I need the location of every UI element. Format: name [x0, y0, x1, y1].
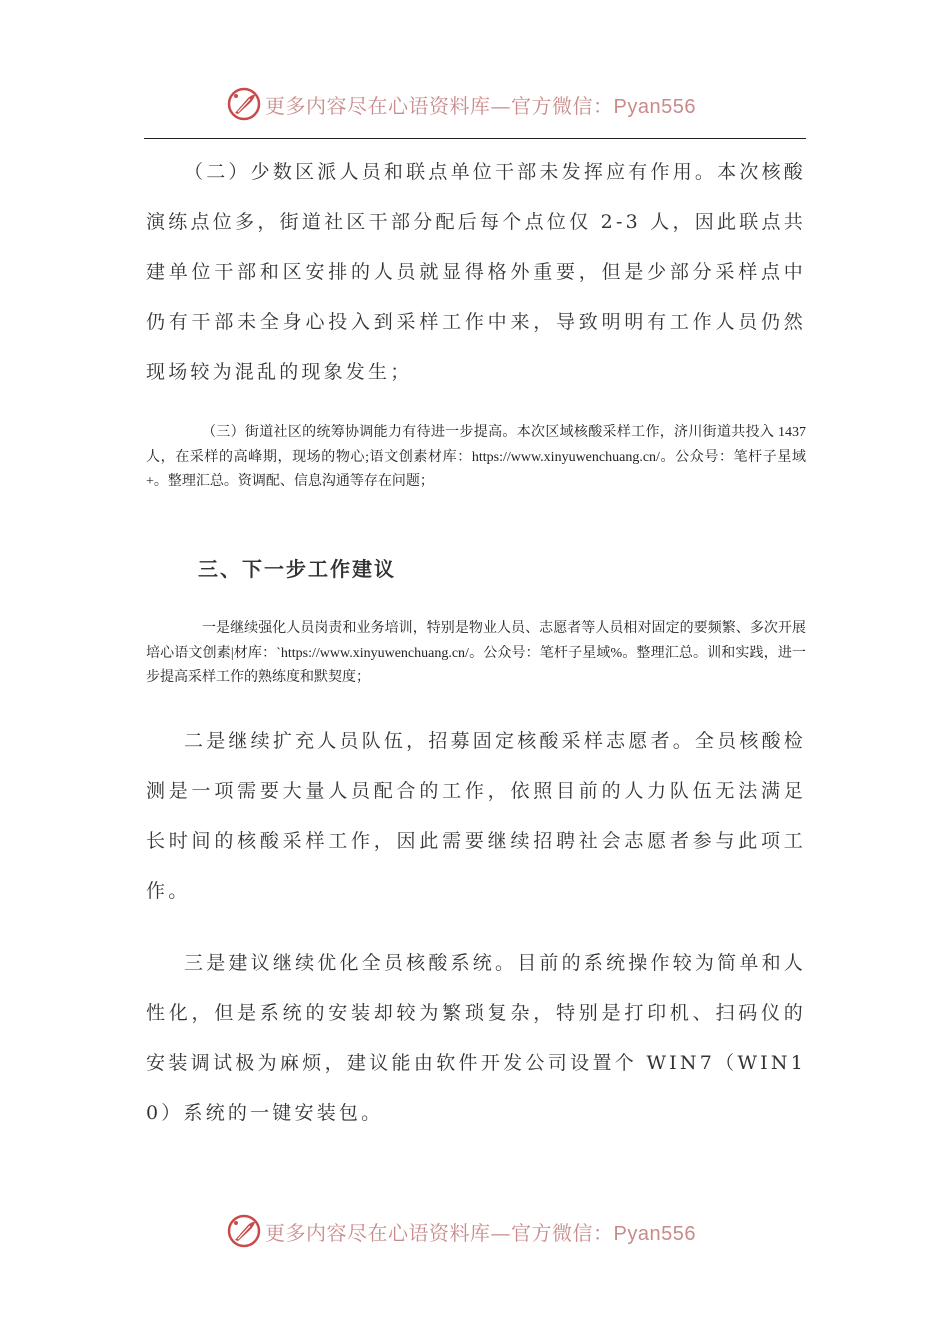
header-banner	[0, 84, 950, 124]
suggestion-3: 三是建议继续优化全员核酸系统。目前的系统操作较为简单和人性化，但是系统的安装却较为繁琐复杂，特别是打印机、扫码仪的安装调试极为麻烦，建议能由软件开发公司设置个 WIN7（WIN10）系统的一键安装包。	[146, 952, 806, 1124]
section-heading: 三、下一步工作建议	[198, 557, 396, 581]
banner-title: 更多内容尽在心语资料库—官方微信：	[265, 94, 614, 118]
wechat-handle: Pyan556	[613, 96, 696, 118]
suggestion-2: 二是继续扩充人员队伍，招募固定核酸采样志愿者。全员核酸检测是一项需要大量人员配合的工作，依照目前的人力队伍无法满足长时间的核酸采样工作，因此需要继续招聘社会志愿者参与此项工作。	[146, 730, 806, 902]
header-divider	[144, 138, 806, 139]
quill-pen-logo-icon	[226, 1213, 262, 1249]
paragraph-2: （二）少数区派人员和联点单位干部未发挥应有作用。本次核酸演练点位多，街道社区干部分配后每个点位仅 2-3 人，因此联点共建单位干部和区安排的人员就显得格外重要，但是少部分采样点中仍有干部未全身心投入到采样工作中来，导致明明有工作人员仍然现场较为混乱的现象发生；	[146, 161, 806, 383]
footer-banner	[0, 1211, 950, 1251]
banner-text	[265, 1217, 696, 1246]
wechat-handle: Pyan556	[613, 1223, 696, 1245]
banner-title: 更多内容尽在心语资料库—官方微信：	[265, 1221, 614, 1245]
paragraph-3: （三）街道社区的统筹协调能力有待进一步提高。本次区域核酸采样工作，济川街道共投入 1437 人，在采样的高峰期，现场的物心;语文创素材库：https://www.xinyuwenchuang.cn/。公众号：笔杆子星域+。整理汇总。资调配、信息沟通等存在问题；	[146, 425, 806, 489]
quill-pen-logo-icon	[226, 86, 262, 122]
suggestion-1: 一是继续强化人员岗责和业务培训，特别是物业人员、志愿者等人员相对固定的要频繁、多次开展培心语文创素|材库：`https://www.xinyuwenchuang.cn/。公众号：笔杆子星域%。整理汇总。训和实践，进一步提高采样工作的熟练度和默契度；	[146, 621, 806, 685]
banner-text	[265, 90, 696, 119]
